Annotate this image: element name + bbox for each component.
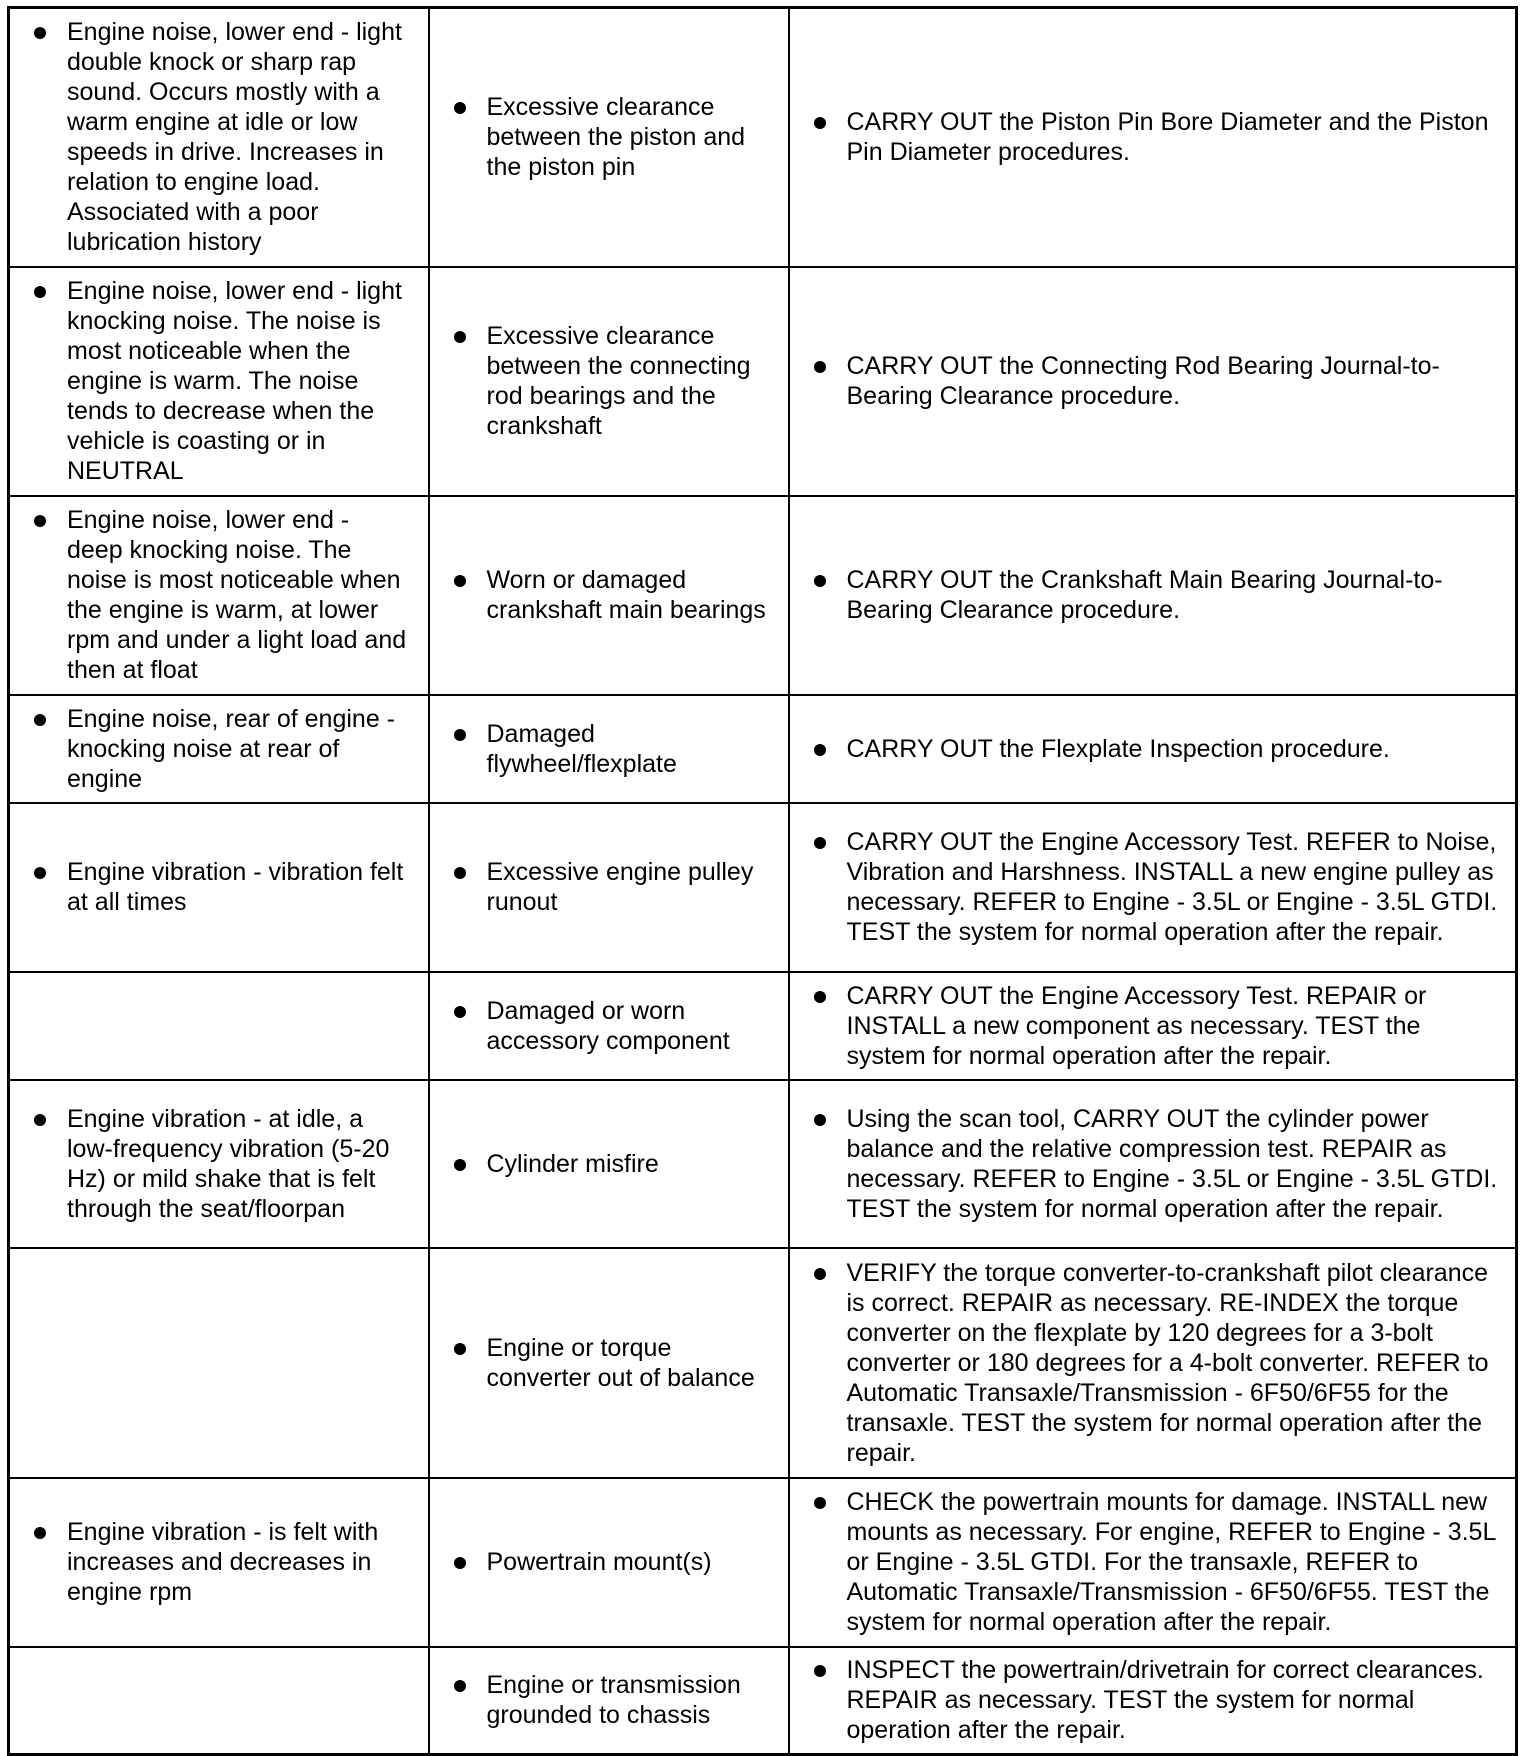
cause-text: Damaged flywheel/flexplate xyxy=(486,719,677,778)
bullet-item xyxy=(34,505,412,685)
action-text: CHECK the powertrain mounts for damage. INSTALL new mounts as necessary. For engine, REFER to Engine - 3.5L or Engine - 3.5L GTDI. For the transaxle, REFER to Automatic Transaxle/Transmission - 6F50/6F55. TEST the system for normal operation after the repair. xyxy=(846,1488,1496,1636)
condition-text: Engine vibration - at idle, a low-frequency vibration (5-20 Hz) or mild shake that is felt through the seat/floorpan xyxy=(67,1104,390,1223)
action-text: INSPECT the powertrain/drivetrain for correct clearances. REPAIR as necessary. TEST the system for normal operation after the repair. xyxy=(846,1656,1484,1745)
bullet-item xyxy=(454,1547,772,1577)
bullet-item xyxy=(814,981,1500,1071)
condition-text: Engine noise, lower end - light double knock or sharp rap sound. Occurs mostly with a warm engine at idle or low speeds in drive. Increases in relation to engine load. Associated with a poor lubrication history xyxy=(67,18,402,257)
table-row xyxy=(9,695,1517,803)
bullet-icon xyxy=(814,1665,826,1677)
condition-cell xyxy=(9,1080,429,1248)
bullet-icon xyxy=(34,867,46,879)
table-row xyxy=(9,972,1517,1080)
cause-text: Damaged or worn accessory component xyxy=(486,996,730,1055)
bullet-item xyxy=(34,276,412,486)
bullet-item xyxy=(454,321,772,441)
cause-cell xyxy=(429,1647,789,1755)
cause-text: Cylinder misfire xyxy=(486,1149,659,1178)
condition-cell xyxy=(9,972,429,1080)
bullet-icon xyxy=(814,744,826,756)
condition-cell xyxy=(9,1478,429,1647)
action-text: CARRY OUT the Crankshaft Main Bearing Journal-to-Bearing Clearance procedure. xyxy=(846,566,1443,624)
table-row xyxy=(9,496,1517,695)
condition-text: Engine noise, lower end - light knocking noise. The noise is most noticeable when the engine is warm. The noise tends to decrease when the vehicle is coasting or in NEUTRAL xyxy=(67,277,402,485)
bullet-icon xyxy=(814,575,826,587)
bullet-icon xyxy=(454,729,466,741)
bullet-icon xyxy=(34,286,46,298)
bullet-icon xyxy=(454,102,466,114)
bullet-item xyxy=(814,351,1500,411)
condition-cell xyxy=(9,1248,429,1478)
table-row xyxy=(9,267,1517,496)
condition-cell xyxy=(9,695,429,803)
bullet-item xyxy=(34,704,412,794)
action-cell xyxy=(789,1478,1517,1647)
table-row xyxy=(9,1248,1517,1478)
bullet-item xyxy=(814,565,1500,625)
bullet-icon xyxy=(814,1114,826,1126)
action-cell xyxy=(789,496,1517,695)
bullet-icon xyxy=(454,331,466,343)
bullet-item xyxy=(814,1487,1500,1637)
cause-text: Engine or transmission grounded to chassis xyxy=(486,1671,741,1730)
condition-text: Engine vibration - is felt with increases and decreases in engine rpm xyxy=(67,1518,379,1606)
bullet-item xyxy=(454,996,772,1056)
cause-text: Excessive clearance between the piston and the piston pin xyxy=(486,93,746,182)
bullet-icon xyxy=(454,575,466,587)
cause-text: Engine or torque converter out of balance xyxy=(486,1333,755,1392)
bullet-item xyxy=(814,1655,1500,1745)
bullet-icon xyxy=(34,714,46,726)
action-text: CARRY OUT the Engine Accessory Test. REFER to Noise, Vibration and Harshness. INSTALL a new engine pulley as necessary. REFER to Engine - 3.5L or Engine - 3.5L GTDI. TEST the system for normal operation after the repair. xyxy=(846,828,1498,946)
table-row xyxy=(9,1080,1517,1248)
cause-cell xyxy=(429,1478,789,1647)
bullet-icon xyxy=(454,1006,466,1018)
bullet-icon xyxy=(34,1527,46,1539)
condition-text: Engine vibration - vibration felt at all times xyxy=(67,858,404,916)
bullet-item xyxy=(454,565,772,625)
bullet-icon xyxy=(454,1343,466,1355)
cause-text: Excessive clearance between the connecting rod bearings and the crankshaft xyxy=(486,322,751,440)
bullet-icon xyxy=(814,117,826,129)
bullet-item xyxy=(814,1258,1500,1468)
bullet-icon xyxy=(814,1497,826,1509)
diagnostic-table xyxy=(7,6,1518,1756)
bullet-item xyxy=(814,827,1500,947)
condition-text: Engine noise, lower end - deep knocking noise. The noise is most noticeable when the engine is warm, at lower rpm and under a light load and then at float xyxy=(67,506,407,684)
cause-text: Worn or damaged crankshaft main bearings xyxy=(486,566,766,624)
bullet-item xyxy=(814,734,1500,764)
bullet-icon xyxy=(454,1557,466,1569)
cause-text: Powertrain mount(s) xyxy=(486,1548,712,1576)
bullet-icon xyxy=(814,837,826,849)
bullet-icon xyxy=(34,1114,46,1126)
action-cell xyxy=(789,972,1517,1080)
action-text: CARRY OUT the Connecting Rod Bearing Journal-to-Bearing Clearance procedure. xyxy=(846,352,1440,410)
bullet-item xyxy=(814,107,1500,167)
cause-cell xyxy=(429,803,789,972)
action-cell xyxy=(789,1647,1517,1755)
bullet-icon xyxy=(454,1159,466,1171)
condition-cell xyxy=(9,1647,429,1755)
bullet-item xyxy=(34,857,412,917)
bullet-item xyxy=(454,857,772,917)
action-cell xyxy=(789,8,1517,267)
action-cell xyxy=(789,695,1517,803)
bullet-item xyxy=(454,1149,772,1179)
condition-cell xyxy=(9,803,429,972)
action-cell xyxy=(789,1248,1517,1478)
action-text: CARRY OUT the Engine Accessory Test. REPAIR or INSTALL a new component as necessary. TEST the system for normal operation after the repair. xyxy=(846,981,1427,1070)
action-text: CARRY OUT the Flexplate Inspection procedure. xyxy=(846,734,1390,763)
table-row xyxy=(9,1647,1517,1755)
table-row xyxy=(9,1478,1517,1647)
table-row xyxy=(9,8,1517,267)
bullet-icon xyxy=(454,1680,466,1692)
bullet-item xyxy=(34,17,412,257)
bullet-item xyxy=(34,1104,412,1224)
table-row xyxy=(9,803,1517,972)
bullet-icon xyxy=(34,27,46,39)
action-cell xyxy=(789,803,1517,972)
table-body xyxy=(9,8,1517,1755)
cause-cell xyxy=(429,8,789,267)
bullet-item xyxy=(454,1670,772,1730)
condition-cell xyxy=(9,8,429,267)
bullet-icon xyxy=(814,991,826,1003)
condition-cell xyxy=(9,496,429,695)
condition-cell xyxy=(9,267,429,496)
cause-cell xyxy=(429,695,789,803)
bullet-item xyxy=(34,1517,412,1607)
bullet-icon xyxy=(814,361,826,373)
bullet-item xyxy=(814,1104,1500,1224)
cause-cell xyxy=(429,1248,789,1478)
cause-cell xyxy=(429,267,789,496)
action-text: Using the scan tool, CARRY OUT the cylinder power balance and the relative compression test. REPAIR as necessary. REFER to Engine - 3.5L or Engine - 3.5L GTDI. TEST the system for normal operation after the repair. xyxy=(846,1104,1498,1223)
cause-cell xyxy=(429,496,789,695)
cause-cell xyxy=(429,972,789,1080)
action-cell xyxy=(789,267,1517,496)
cause-text: Excessive engine pulley runout xyxy=(486,858,754,916)
bullet-item xyxy=(454,719,772,779)
action-text: CARRY OUT the Piston Pin Bore Diameter and the Piston Pin Diameter procedures. xyxy=(846,108,1489,167)
cause-cell xyxy=(429,1080,789,1248)
action-cell xyxy=(789,1080,1517,1248)
bullet-item xyxy=(454,1333,772,1393)
action-text: VERIFY the torque converter-to-crankshaft pilot clearance is correct. REPAIR as necessary. RE-INDEX the torque converter on the flexplate by 120 degrees for a 3-bolt converter or 180 degrees for a 4-bolt converter. REFER to Automatic Transaxle/Transmission - 6F50/6F55 for the transaxle. TEST the system for normal operation after the repair. xyxy=(846,1258,1489,1467)
bullet-icon xyxy=(814,1268,826,1280)
bullet-item xyxy=(454,92,772,182)
condition-text: Engine noise, rear of engine - knocking noise at rear of engine xyxy=(67,704,395,793)
bullet-icon xyxy=(454,867,466,879)
bullet-icon xyxy=(34,515,46,527)
